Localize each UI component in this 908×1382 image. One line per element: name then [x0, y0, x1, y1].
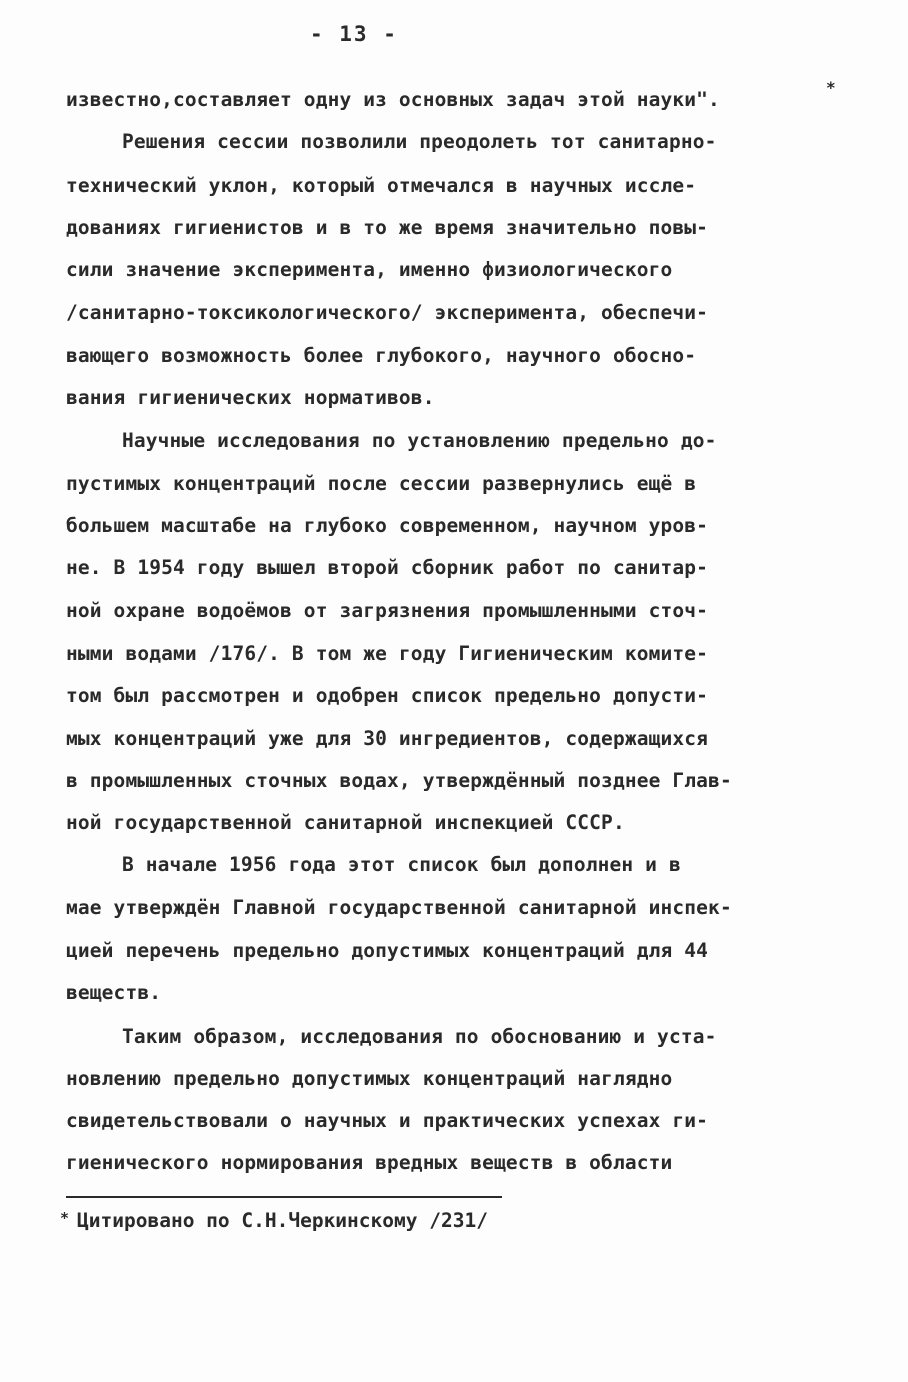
- text-line: веществ.: [66, 981, 162, 1004]
- text-line: вающего возможность более глубокого, научного обосно-: [66, 344, 697, 367]
- footnote-mark: *: [60, 1209, 70, 1227]
- text-line: ной охране водоёмов от загрязнения промышленными сточ-: [66, 599, 709, 622]
- footnote-text: Цитировано по С.Н.Черкинскому /231/: [77, 1209, 488, 1232]
- footnote: [60, 1206, 488, 1233]
- text-line: В начале 1956 года этот список был дополнен и в: [122, 853, 681, 876]
- text-line: Решения сессии позволили преодолеть тот санитарно-: [122, 130, 717, 153]
- text-line: сили значение эксперимента, именно физиологического: [66, 258, 673, 281]
- footnote-separator: [66, 1196, 502, 1198]
- text-line: мых концентраций уже для 30 ингредиентов, содержащихся: [66, 727, 709, 750]
- text-line: в промышленных сточных водах, утверждённый позднее Глав-: [66, 769, 732, 792]
- text-line: пустимых концентраций после сессии развернулись ещё в: [66, 472, 697, 495]
- text-line: не. В 1954 году вышел второй сборник работ по санитар-: [66, 556, 709, 579]
- text-line: новлению предельно допустимых концентраций наглядно: [66, 1067, 673, 1090]
- text-line: технический уклон, который отмечался в научных иссле-: [66, 174, 697, 197]
- text-line: свидетельствовали о научных и практических успехах ги-: [66, 1109, 709, 1132]
- text-line: большем масштабе на глубоко современном, научном уров-: [66, 514, 709, 537]
- text-line: вания гигиенических нормативов.: [66, 386, 435, 409]
- text-line: известно,составляет одну из основных задач этой науки".: [66, 88, 720, 111]
- text-line: Таким образом, исследования по обоснованию и уста-: [122, 1025, 717, 1048]
- text-line: мае утверждён Главной государственной санитарной инспек-: [66, 896, 732, 919]
- text-line: гиенического нормирования вредных веществ в области: [66, 1151, 673, 1174]
- text-line: ной государственной санитарной инспекцией СССР.: [66, 811, 625, 834]
- footnote-reference-mark: *: [826, 78, 836, 97]
- text-line: ными водами /176/. В том же году Гигиеническим комите-: [66, 642, 709, 665]
- text-line: том был рассмотрен и одобрен список предельно допусти-: [66, 684, 709, 707]
- text-line: цией перечень предельно допустимых концентраций для 44: [66, 939, 709, 962]
- text-line: /санитарно-токсикологического/ эксперимента, обеспечи-: [66, 301, 709, 324]
- page-number: - 13 -: [310, 22, 398, 46]
- text-line: дованиях гигиенистов и в то же время значительно повы-: [66, 216, 709, 239]
- text-line: Научные исследования по установлению предельно до-: [122, 429, 717, 452]
